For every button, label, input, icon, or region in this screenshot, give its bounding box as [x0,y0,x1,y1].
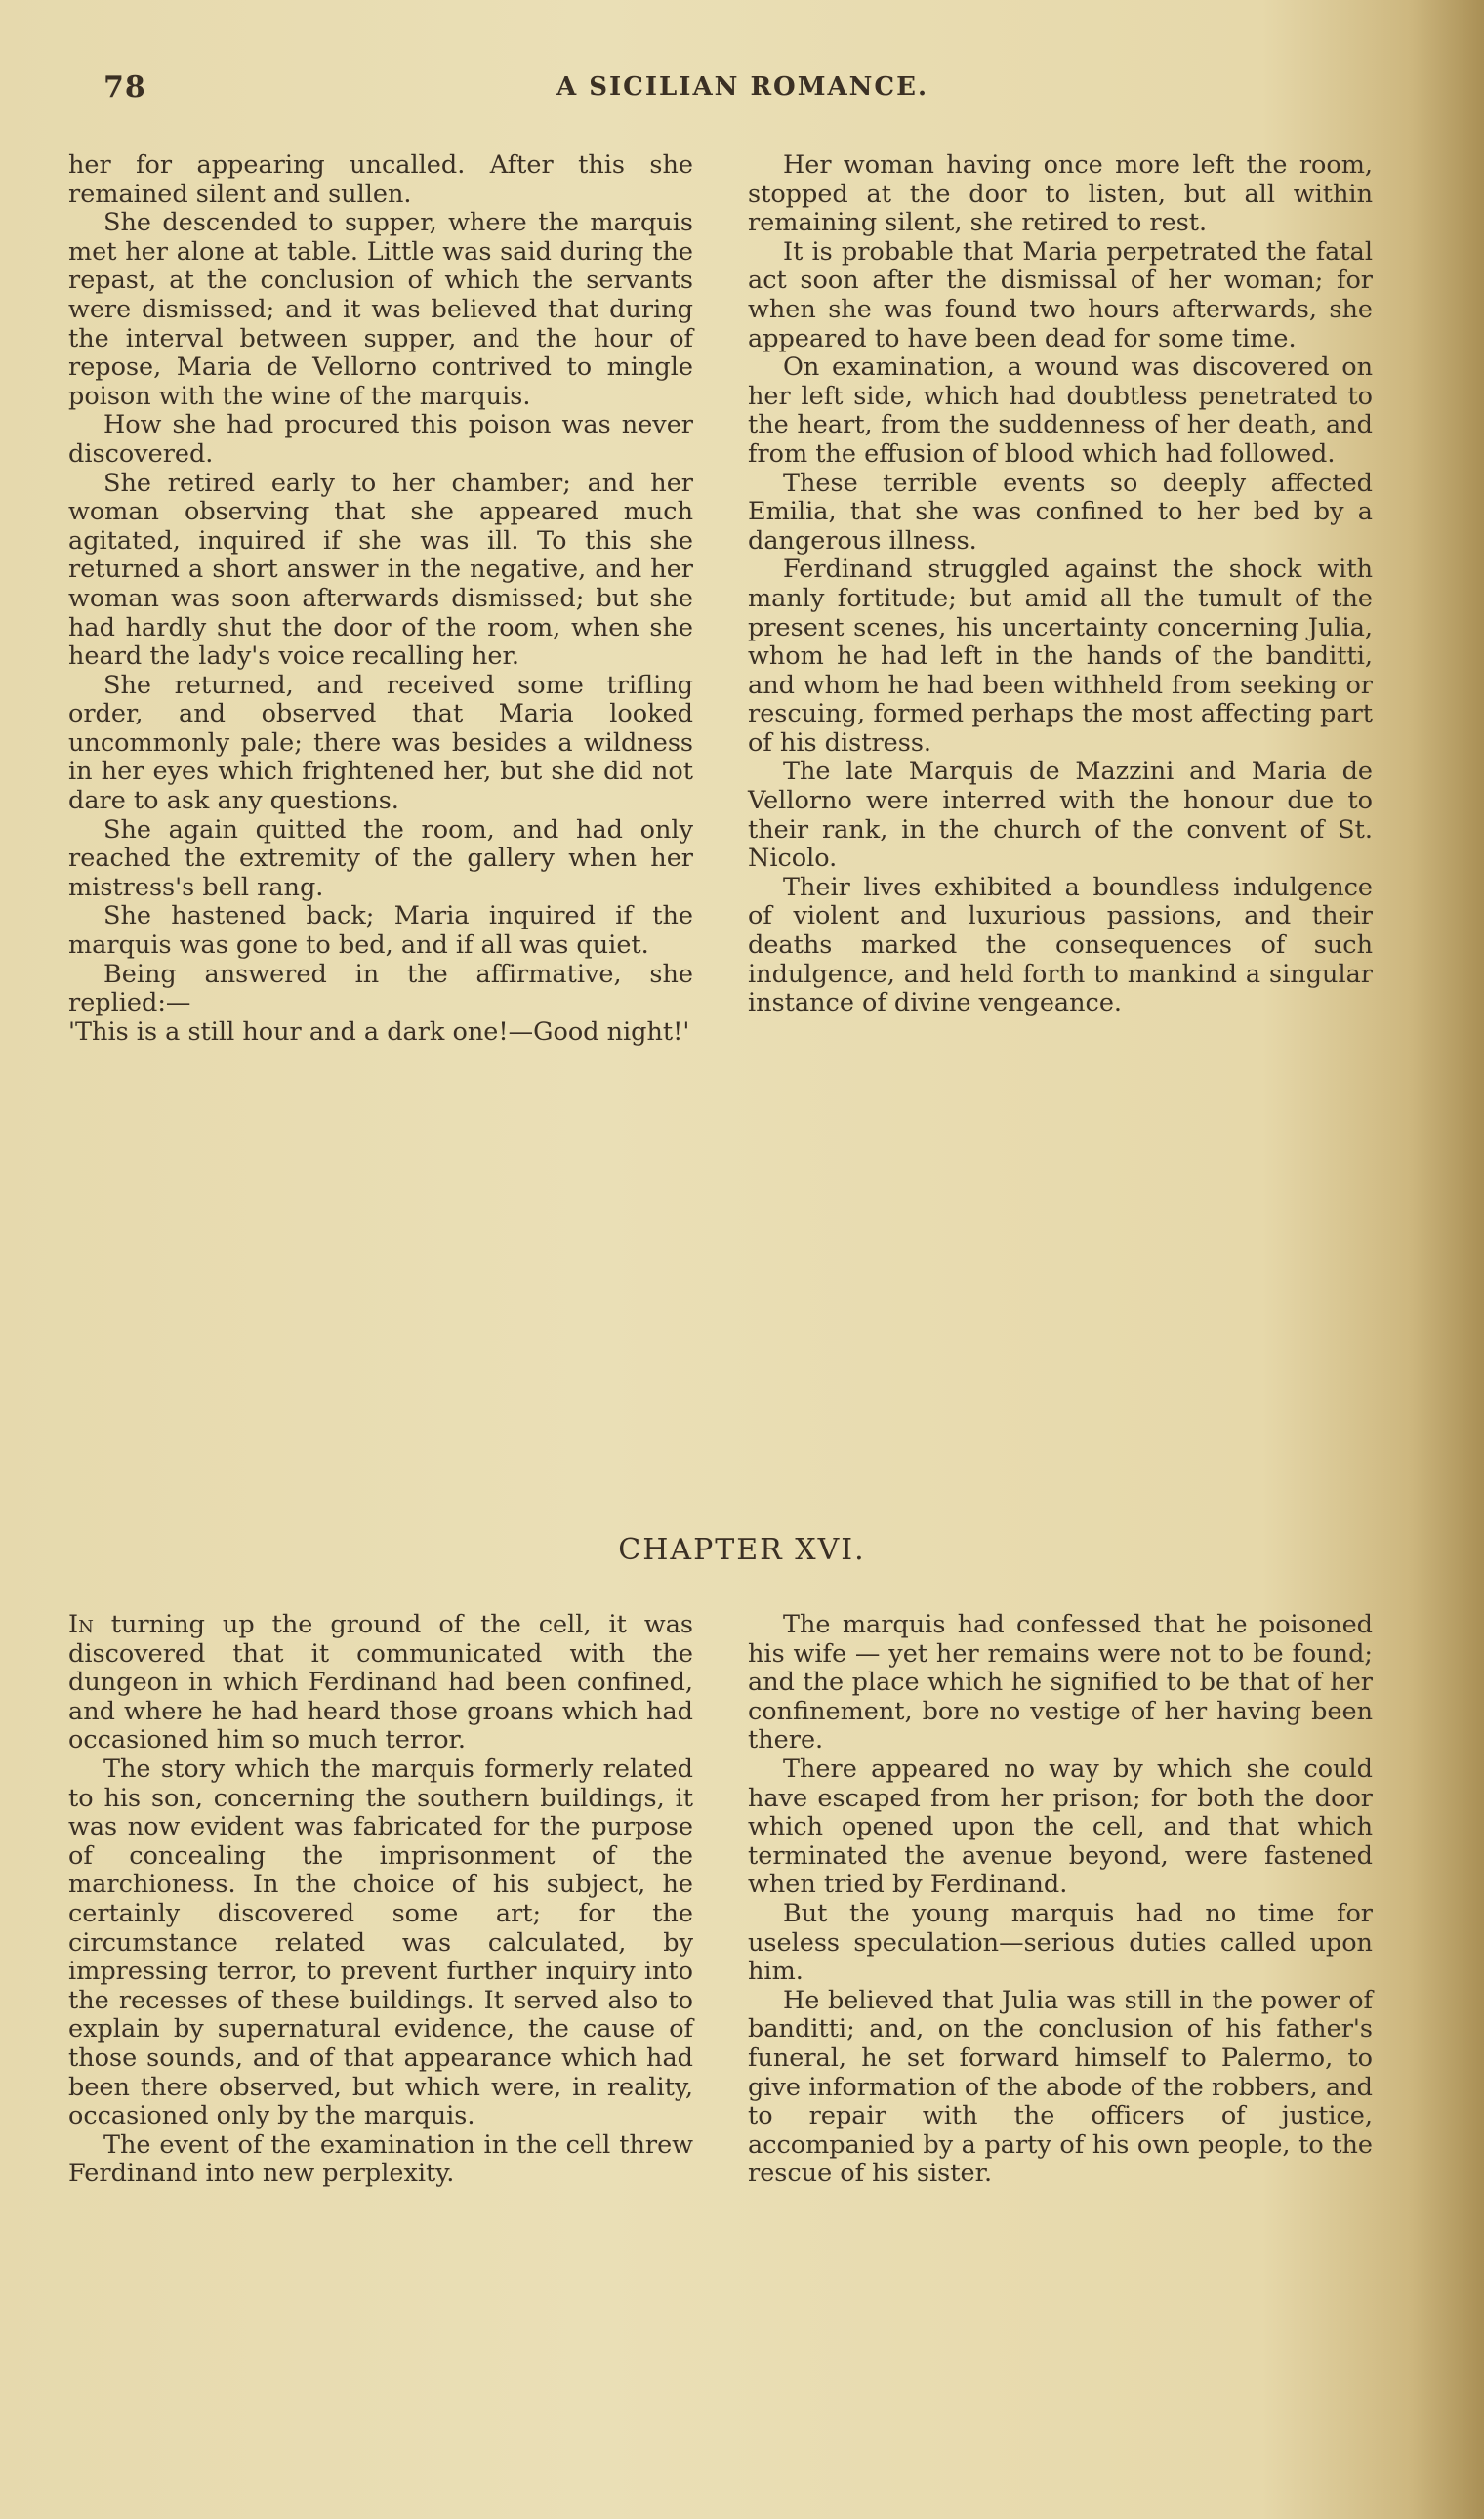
paragraph: But the young marquis had no time for useless speculation—serious duties called upon him. [748,1898,1373,1987]
paragraph: These terrible events so deeply affected Emilia, that she was confined to her bed by a dangerous illness. [748,468,1373,556]
running-title: A SICILIAN ROMANCE. [556,72,928,102]
paragraph: She descended to supper, where the marquis met her alone at table. Little was said during the repast, at the conclusion of which the servants were dismissed; and it was believed that during the interval between supper, and the hour of repose, Maria de Vellorno contrived to mingle poison with the wine of the marquis. [68,208,693,411]
paragraph: The event of the examination in the cell threw Ferdinand into new perplexity. [68,2129,693,2189]
paragraph: It is probable that Maria perpetrated the fatal act soon after the dismissal of her woman; for when she was found two hours afterwards, she appeared to have been dead for some time. [748,236,1373,353]
page-number: 78 [103,70,146,104]
opening-text: turning up the ground of the cell, it was discovered that it communicated with the dungeon in which Ferdinand had been confined, and where he had heard those groans which had occasioned him so much terror. [68,1610,693,1755]
paragraph: Her woman having once more left the room, stopped at the door to listen, but all within remaining silent, she retired to rest. [748,150,1373,238]
paragraph: How she had procured this poison was never discovered. [68,410,693,469]
paragraph: There appeared no way by which she could have escaped from her prison; for both the door which opened upon the cell, and that which terminated the avenue beyond, were fastened when tried by Ferdinand. [748,1754,1373,1900]
paragraph: On examination, a wound was discovered on her left side, which had doubtless penetrated to the heart, from the suddenness of her death, and from the effusion of blood which had followed. [748,352,1373,469]
paragraph: Their lives exhibited a boundless indulgence of violent and luxurious passions, and their deaths marked the consequences of such indulgence, and held forth to mankind a singular instance of divine vengeance. [748,872,1373,1018]
paragraph: 'This is a still hour and a dark one!—Good night!' [68,1016,690,1047]
paragraph: The marquis had confessed that he poisoned his wife — yet her remains were not to be found; and the place which he signified to be that of her confinement, bore no vestige of her having been there. [748,1610,1373,1755]
chapter-title: CHAPTER XVI. [618,1533,866,1567]
text-column-bottom-right [748,1611,1373,2189]
paragraph: Ferdinand struggled against the shock with manly fortitude; but amid all the tumult of the present scenes, his uncertainty concerning Julia, whom he had left in the hands of the banditti, and whom he had been withheld from seeking or rescuing, formed perhaps the most affecting part of his distress. [748,555,1373,758]
paragraph: The story which the marquis formerly related to his son, concerning the southern buildings, it was now evident was fabricated for the purpose of concealing the imprisonment of the marchioness. In the choice of his subject, he certainly discovered some art; for the circumstance related was calculated, by impressing terror, to prevent further inquiry into the recesses of these buildings. It served also to explain by supernatural evidence, the cause of those sounds, and of that appearance which had been there observed, but which were, in reality, occasioned only by the marquis. [68,1754,693,2131]
paragraph: She retired early to her chamber; and her woman observing that she appeared much agitated, inquired if she was ill. To this she returned a short answer in the negative, and her woman was soon afterwards dismissed; but she had hardly shut the door of the room, when she heard the lady's voice recalling her. [68,468,693,672]
text-column-top-right [748,151,1373,1018]
paragraph: her for appearing uncalled. After this she remained silent and sullen. [68,150,693,209]
text-column-top-left [68,151,693,1047]
text-column-bottom-left [68,1611,693,2189]
paragraph: She hastened back; Maria inquired if the marquis was gone to bed, and if all was quiet. [68,901,693,961]
page-header [98,70,1386,109]
paragraph: She returned, and received some trifling order, and observed that Maria looked uncommonly pale; there was besides a wildness in her eyes which frightened her, but she did not dare to ask any questions. [68,670,693,816]
opening-word: In [68,1610,94,1639]
paragraph: The late Marquis de Mazzini and Maria de Vellorno were interred with the honour due to their rank, in the church of the convent of St. Nicolo. [748,757,1373,874]
paragraph: Being answered in the affirmative, she replied:— [68,959,693,1018]
paragraph: He believed that Julia was still in the power of banditti; and, on the conclusion of his father's funeral, he set forward himself to Palermo, to give information of the abode of the robbers, and to repair with the officers of justice, accompanied by a party of his own people, to the rescue of his sister. [748,1985,1373,2189]
opening-paragraph [68,1611,693,1755]
paragraph: She again quitted the room, and had only reached the extremity of the gallery when her mistress's bell rang. [68,814,693,902]
